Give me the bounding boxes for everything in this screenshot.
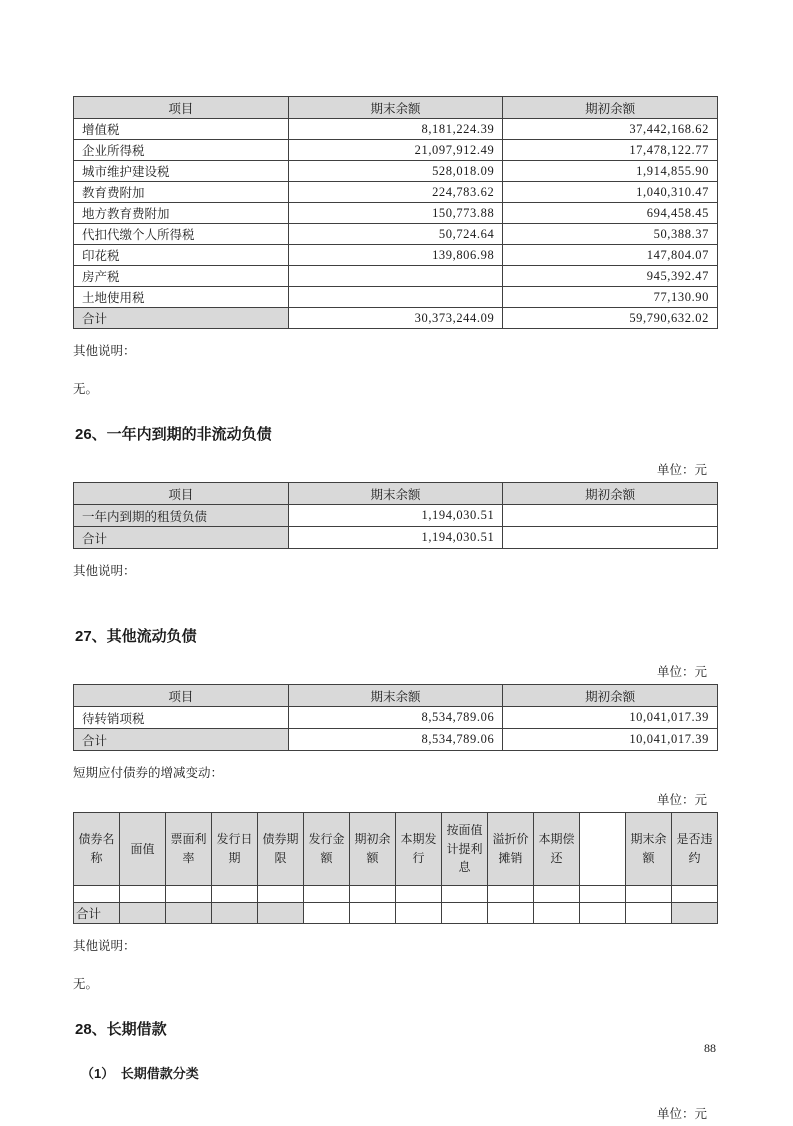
header-current-repayment: 本期偿还 (534, 813, 580, 886)
other-notes-label: 其他说明： (73, 344, 136, 358)
table-header-row (74, 685, 718, 707)
row-ending (288, 266, 503, 287)
row-beginning: 1,914,855.90 (503, 161, 718, 182)
header-issue-amount: 发行金额 (304, 813, 350, 886)
unit-label: 单位：元 (656, 793, 707, 807)
table-cell (258, 903, 304, 924)
table-cell (672, 886, 718, 903)
header-ending-balance: 期末余额 (288, 483, 503, 505)
row-beginning: 1,040,310.47 (503, 182, 718, 203)
table-cell (304, 886, 350, 903)
header-beginning-balance: 期初余额 (503, 685, 718, 707)
row-ending: 1,194,030.51 (288, 505, 503, 527)
row-label: 房产税 (74, 266, 289, 287)
table-row (74, 140, 718, 161)
unit-label: 单位：元 (656, 463, 707, 477)
row-label: 待转销项税 (74, 707, 289, 729)
row-label: 教育费附加 (74, 182, 289, 203)
section-28-subtitle: （1） 长期借款分类 (81, 1066, 199, 1081)
row-ending: 224,783.62 (288, 182, 503, 203)
header-blank (580, 813, 626, 886)
header-bond-term: 债券期限 (258, 813, 304, 886)
header-current-issue: 本期发行 (396, 813, 442, 886)
row-beginning: 694,458.45 (503, 203, 718, 224)
table-cell (120, 886, 166, 903)
table-cell (442, 903, 488, 924)
row-beginning: 37,442,168.62 (503, 119, 718, 140)
table-row (74, 266, 718, 287)
total-label: 合计 (74, 729, 289, 751)
bond-total-row (74, 903, 718, 924)
table-cell (580, 903, 626, 924)
header-bond-name: 债券名称 (74, 813, 120, 886)
table-cell (488, 903, 534, 924)
total-ending: 8,534,789.06 (288, 729, 503, 751)
table-total-row (74, 729, 718, 751)
section-27-title: 27、其他流动负债 (75, 628, 197, 645)
other-notes-label: 其他说明： (73, 564, 136, 578)
none-text: 无。 (73, 977, 99, 991)
header-issue-date: 发行日期 (212, 813, 258, 886)
table-cell (396, 903, 442, 924)
table-cell (396, 886, 442, 903)
top-margin (73, 0, 718, 96)
header-premium-amortization: 溢折价摊销 (488, 813, 534, 886)
table-row (74, 182, 718, 203)
header-item: 项目 (74, 483, 289, 505)
table-header-row (74, 97, 718, 119)
header-beginning-balance: 期初余额 (503, 97, 718, 119)
bond-header-row (74, 813, 718, 886)
document-page (73, 0, 718, 1126)
table-row (74, 224, 718, 245)
table-cell (212, 886, 258, 903)
table-cell (350, 903, 396, 924)
table-total-row (74, 527, 718, 549)
table-total-row (74, 308, 718, 329)
table-row (74, 119, 718, 140)
header-coupon-rate: 票面利率 (166, 813, 212, 886)
row-beginning: 10,041,017.39 (503, 707, 718, 729)
header-item: 项目 (74, 97, 289, 119)
row-beginning: 17,478,122.77 (503, 140, 718, 161)
table-cell (488, 886, 534, 903)
table-cell (580, 886, 626, 903)
taxes-table (73, 96, 718, 329)
header-beginning-balance: 期初余额 (350, 813, 396, 886)
table-header-row (74, 483, 718, 505)
row-label: 印花税 (74, 245, 289, 266)
header-beginning-balance: 期初余额 (503, 483, 718, 505)
row-beginning: 77,130.90 (503, 287, 718, 308)
header-ending-balance: 期末余额 (626, 813, 672, 886)
row-beginning: 50,388.37 (503, 224, 718, 245)
total-beginning (503, 527, 718, 549)
other-notes-label: 其他说明： (73, 939, 136, 953)
table-row (74, 707, 718, 729)
total-label: 合计 (74, 308, 289, 329)
row-ending: 50,724.64 (288, 224, 503, 245)
row-ending: 150,773.88 (288, 203, 503, 224)
unit-label: 单位：元 (656, 665, 707, 679)
row-beginning: 945,392.47 (503, 266, 718, 287)
table-cell (258, 886, 304, 903)
header-ending-balance: 期末余额 (288, 685, 503, 707)
total-beginning: 10,041,017.39 (503, 729, 718, 751)
row-ending: 528,018.09 (288, 161, 503, 182)
table-row (74, 505, 718, 527)
header-ending-balance: 期末余额 (288, 97, 503, 119)
section-28-title: 28、长期借款 (75, 1021, 167, 1038)
table-cell (442, 886, 488, 903)
section-27-table (73, 684, 718, 751)
table-cell (74, 886, 120, 903)
page-number: 88 (704, 1041, 716, 1055)
table-cell (534, 903, 580, 924)
total-ending: 30,373,244.09 (288, 308, 503, 329)
table-cell (120, 903, 166, 924)
header-item: 项目 (74, 685, 289, 707)
row-ending: 21,097,912.49 (288, 140, 503, 161)
row-label: 土地使用税 (74, 287, 289, 308)
row-beginning: 147,804.07 (503, 245, 718, 266)
total-label: 合计 (74, 903, 120, 924)
row-ending (288, 287, 503, 308)
table-cell (626, 886, 672, 903)
table-cell (166, 886, 212, 903)
header-interest-at-face: 按面值计提利息 (442, 813, 488, 886)
table-row (74, 203, 718, 224)
table-cell (350, 886, 396, 903)
row-ending: 8,534,789.06 (288, 707, 503, 729)
row-label: 城市维护建设税 (74, 161, 289, 182)
row-label: 代扣代缴个人所得税 (74, 224, 289, 245)
row-label: 增值税 (74, 119, 289, 140)
row-ending: 139,806.98 (288, 245, 503, 266)
table-cell (304, 903, 350, 924)
row-ending: 8,181,224.39 (288, 119, 503, 140)
row-label: 一年内到期的租赁负债 (74, 505, 289, 527)
table-row (74, 287, 718, 308)
bond-table (73, 812, 718, 924)
table-cell (672, 903, 718, 924)
table-cell (626, 903, 672, 924)
unit-label: 单位：元 (656, 1107, 707, 1121)
bond-empty-row (74, 886, 718, 903)
header-default-status: 是否违约 (672, 813, 718, 886)
row-label: 地方教育费附加 (74, 203, 289, 224)
header-face-value: 面值 (120, 813, 166, 886)
bond-change-caption: 短期应付债券的增减变动： (73, 766, 224, 780)
row-label: 企业所得税 (74, 140, 289, 161)
table-row (74, 161, 718, 182)
total-ending: 1,194,030.51 (288, 527, 503, 549)
table-row (74, 245, 718, 266)
table-cell (534, 886, 580, 903)
section-26-title: 26、一年内到期的非流动负债 (75, 426, 272, 443)
total-label: 合计 (74, 527, 289, 549)
section-26-table (73, 482, 718, 549)
none-text: 无。 (73, 382, 99, 396)
total-beginning: 59,790,632.02 (503, 308, 718, 329)
table-cell (212, 903, 258, 924)
row-beginning (503, 505, 718, 527)
table-cell (166, 903, 212, 924)
